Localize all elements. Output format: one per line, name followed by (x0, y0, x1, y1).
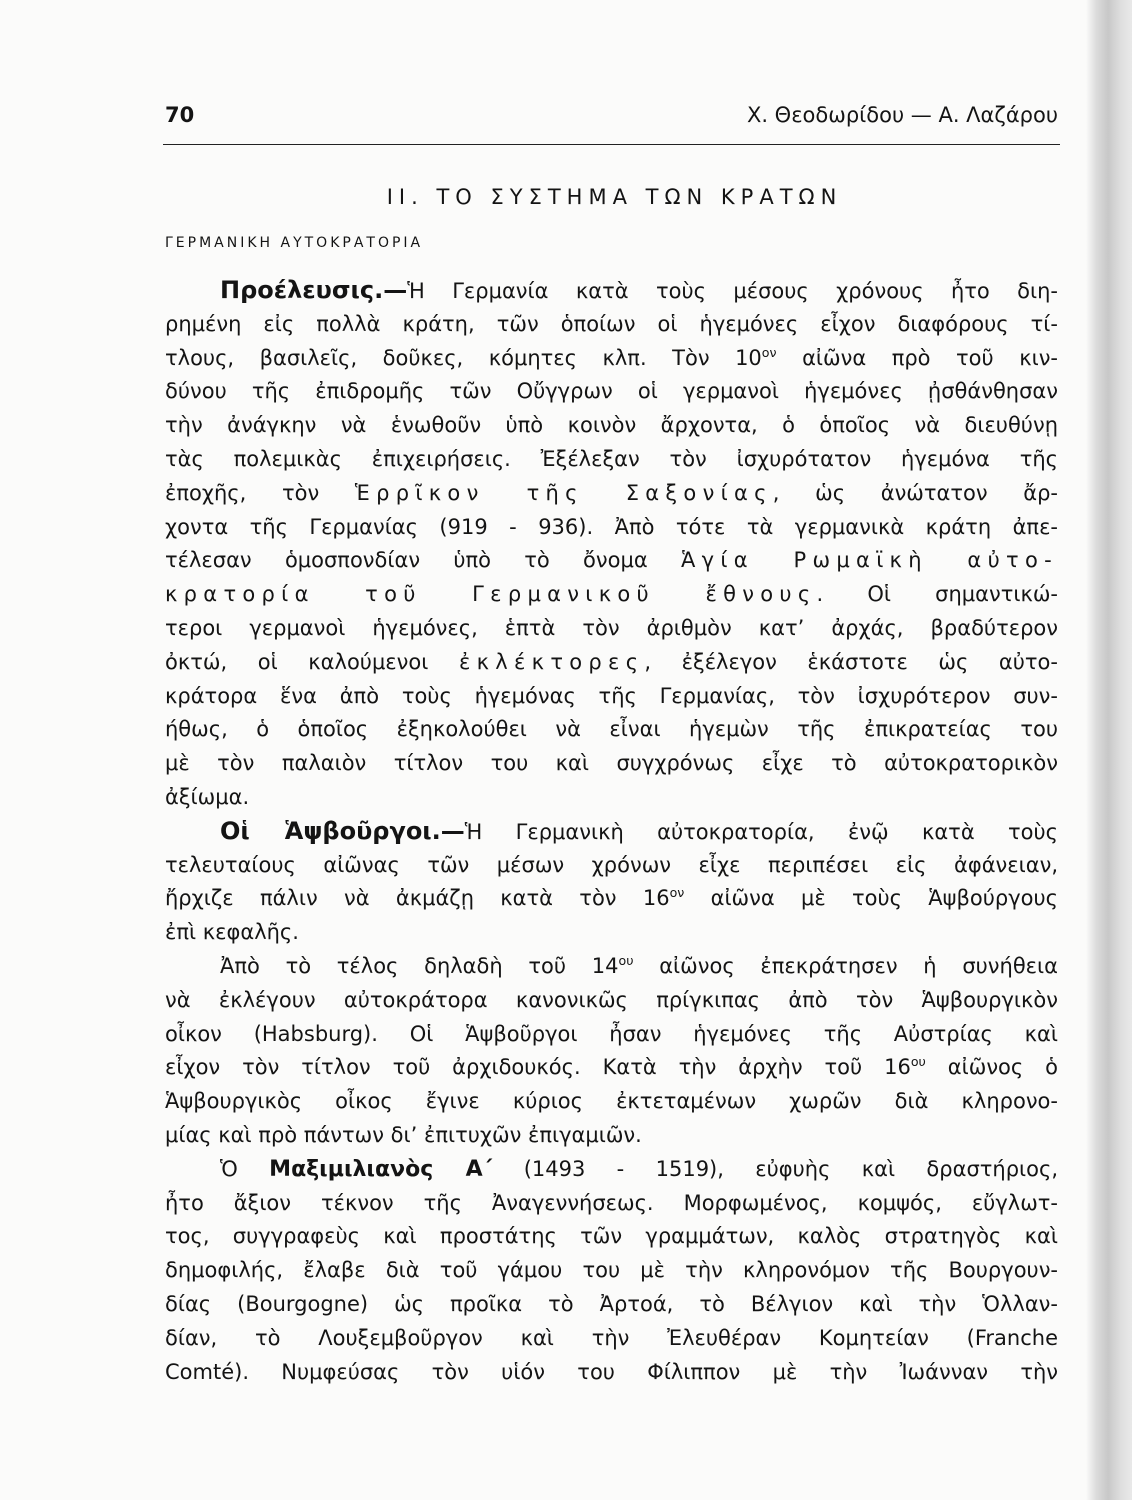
text-run: αἰῶνα πρὸ τοῦ κιν- (776, 345, 1058, 370)
text-line (165, 612, 1058, 646)
text-run: ήθως, ὁ ὁποῖος ἐξηκολούθει νὰ εἶναι ἡγεμὼν τῆς ἐπικρατείας του (165, 717, 1058, 742)
text-run: Ὁ (220, 1156, 270, 1181)
text-line (165, 1187, 1058, 1221)
text-line (165, 916, 1058, 950)
body-text (165, 274, 1058, 1389)
text-run: αἰῶνος ἐπεκράτησεν ἡ συνήθεια (633, 953, 1058, 978)
text-run: , ἐξέλεγον ἑκάστοτε ὡς αὐτο- (644, 649, 1058, 674)
running-header (165, 100, 1058, 130)
text-line (165, 680, 1058, 714)
text-line (165, 984, 1058, 1018)
text-run: τὰς πολεμικὰς ἐπιχειρήσεις. Ἐξέλεξαν τὸν ἰσχυρότατον ἡγεμόνα τῆς (165, 446, 1058, 471)
text-line (165, 849, 1058, 883)
text-run: δημοφιλής, ἔλαβε διὰ τοῦ γάμου του μὲ τὴν κληρονόμον τῆς Βουργουν- (165, 1258, 1058, 1283)
paragraph-habsburg-house (165, 950, 1058, 1153)
text-run: ἀξίωμα. (165, 784, 250, 809)
text-run: τεροι γερμανοὶ ἡγεμόνες, ἑπτὰ τὸν ἀριθμὸν κατ’ ἀρχάς, βραδύτερον (165, 615, 1058, 640)
text-line (165, 375, 1058, 409)
text-line (165, 882, 1058, 916)
paragraph-lead-heading: Προέλευσις.— (220, 276, 408, 304)
paragraph-origin (165, 274, 1058, 815)
text-run: τλους, βασιλεῖς, δοῦκες, κόμητες κλπ. Τὸν 10 (165, 345, 762, 370)
spaced-emphasis-run: κρατορία τοῦ Γερμανικοῦ ἔθνους (165, 582, 817, 607)
text-line (165, 409, 1058, 443)
text-line (165, 342, 1058, 376)
text-run: εἶχον τὸν τίτλον τοῦ ἀρχιδουκός. Κατὰ τὴν ἀρχὴν τοῦ 16 (165, 1055, 911, 1080)
text-run: χοντα τῆς Γερμανίας (919 - 936). Ἀπὸ τότε τὰ γερμανικὰ κράτη ἀπε- (165, 514, 1058, 539)
text-run: . Οἱ σημαντικώ- (816, 582, 1058, 607)
spaced-emphasis-run: ἐκλέκτορες (458, 649, 645, 674)
spaced-emphasis-run: Ἁγία Ρωμαϊκὴ αὐτο- (680, 548, 1058, 573)
text-line (165, 1356, 1058, 1390)
text-run: τελευταίους αἰῶνας τῶν μέσων χρόνων εἶχε περιπέσει εἰς ἀφάνειαν, (165, 852, 1058, 877)
text-line (165, 544, 1058, 578)
text-run: μίας καὶ πρὸ πάντων δι’ ἐπιτυχῶν ἐπιγαμιῶν. (165, 1122, 642, 1147)
text-run: τὴν ἀνάγκην νὰ ἑνωθοῦν ὑπὸ κοινὸν ἄρχοντα, ὁ ὁποῖος νὰ διευθύνῃ (165, 413, 1058, 438)
text-run: ρημένη εἰς πολλὰ κράτη, τῶν ὁποίων οἱ ἡγεμόνες εἶχον διαφόρους τί- (165, 311, 1058, 336)
superscript: ου (910, 1054, 926, 1070)
text-line (165, 1288, 1058, 1322)
text-run: ἐπὶ κεφαλῆς. (165, 920, 299, 945)
text-run: τέλεσαν ὁμοσπονδίαν ὑπὸ τὸ ὄνομα (165, 548, 681, 573)
paragraph-maximilian (165, 1153, 1058, 1390)
superscript: ον (761, 344, 777, 360)
text-line (165, 1153, 1058, 1187)
text-line (165, 1085, 1058, 1119)
text-line (165, 1322, 1058, 1356)
text-line (165, 443, 1058, 477)
spaced-emphasis-run: Ἑρρῖκον τῆς Σαξονίας (354, 480, 773, 505)
text-line (165, 747, 1058, 781)
text-run: Ἀπὸ τὸ τέλος δηλαδὴ τοῦ 14 (220, 953, 619, 978)
text-line (165, 274, 1058, 308)
text-line (165, 713, 1058, 747)
text-line (165, 1051, 1058, 1085)
bold-run: Μαξιμιλιανὸς Α΄ (269, 1156, 493, 1182)
text-run: δίας (Bourgogne) ὡς προῖκα τὸ Ἀρτοά, τὸ Βέλγιον καὶ τὴν Ὁλλαν- (165, 1291, 1058, 1316)
superscript: ου (618, 952, 634, 968)
text-line (165, 1119, 1058, 1153)
text-run: νὰ ἐκλέγουν αὐτοκράτορα κανονικῶς πρίγκιπας ἀπὸ τὸν Ἁψβουργικὸν (165, 987, 1058, 1012)
section-subheading: ΓΕΡΜΑΝΙΚΗ ΑΥΤΟΚΡΑΤΟΡΙΑ (165, 235, 424, 251)
text-run: αἰῶνος ὁ (925, 1055, 1058, 1080)
superscript: ον (669, 885, 685, 901)
text-line (165, 578, 1058, 612)
text-run: αἰῶνα μὲ τοὺς Ἁψβούργους (684, 886, 1058, 911)
text-run: (1493 - 1519), εὐφυὴς καὶ δραστήριος, (492, 1156, 1058, 1181)
text-line (165, 781, 1058, 815)
text-run: κράτορα ἕνα ἀπὸ τοὺς ἡγεμόνας τῆς Γερμανίας, τὸν ἰσχυρότερον συν- (165, 683, 1058, 708)
text-run: μὲ τὸν παλαιὸν τίτλον του καὶ συγχρόνως εἶχε τὸ αὐτοκρατορικὸν (165, 751, 1058, 776)
text-run: ἦτο ἄξιον τέκνον τῆς Ἀναγεννήσεως. Μορφωμένος, κομψός, εὔγλωτ- (165, 1190, 1058, 1215)
text-run: ἤρχιζε πάλιν νὰ ἀκμάζῃ κατὰ τὸν 16 (165, 886, 670, 911)
text-run: Ἁψβουργικὸς οἶκος ἔγινε κύριος ἐκτεταμένων χωρῶν διὰ κληρονο- (165, 1089, 1058, 1114)
text-run: οἶκον (Habsburg). Οἱ Ἁψβοῦργοι ἦσαν ἡγεμόνες τῆς Αὐστρίας καὶ (165, 1021, 1058, 1046)
text-run: , ὡς ἀνώτατον ἄρ- (772, 480, 1058, 505)
text-line (165, 646, 1058, 680)
section-title: II. ΤΟ ΣΥΣΤΗΜΑ ΤΩΝ ΚΡΑΤΩΝ (386, 185, 843, 209)
page-number: 70 (165, 103, 195, 127)
text-line (165, 477, 1058, 511)
scan-edge-shadow (1086, 0, 1132, 1500)
text-line (165, 1254, 1058, 1288)
paragraph-habsburgs (165, 815, 1058, 950)
running-title: Χ. Θεοδωρίδου — Α. Λαζάρου (746, 103, 1058, 127)
text-line (165, 1018, 1058, 1052)
text-run: Ἡ Γερμανία κατὰ τοὺς μέσους χρόνους ἦτο διη- (407, 279, 1058, 303)
text-line (165, 950, 1058, 984)
text-run: ὀκτώ, οἱ καλούμενοι (165, 649, 459, 674)
text-line (165, 1220, 1058, 1254)
text-run: δύνου τῆς ἐπιδρομῆς τῶν Οὔγγρων οἱ γερμανοὶ ἡγεμόνες ᾐσθάνθησαν (165, 379, 1058, 404)
header-rule (163, 144, 1060, 145)
text-run: δίαν, τὸ Λουξεμβοῦργον καὶ τὴν Ἐλευθέραν Κομητείαν (Franche (165, 1325, 1058, 1350)
text-run: τος, συγγραφεὺς καὶ προστάτης τῶν γραμμάτων, καλὸς στρατηγὸς καὶ (165, 1224, 1058, 1249)
text-run: Ἡ Γερμανικὴ αὐτοκρατορία, ἐνῷ κατὰ τοὺς (464, 819, 1058, 844)
text-line (165, 511, 1058, 545)
text-line (165, 815, 1058, 849)
text-line (165, 308, 1058, 342)
text-run: Comté). Νυμφεύσας τὸν υἱόν του Φίλιππον μὲ τὴν Ἰωάνναν τὴν (165, 1359, 1058, 1384)
text-run: ἐποχῆς, τὸν (165, 480, 355, 505)
paragraph-lead-heading: Οἱ Ἁψβοῦργοι.— (220, 816, 465, 845)
